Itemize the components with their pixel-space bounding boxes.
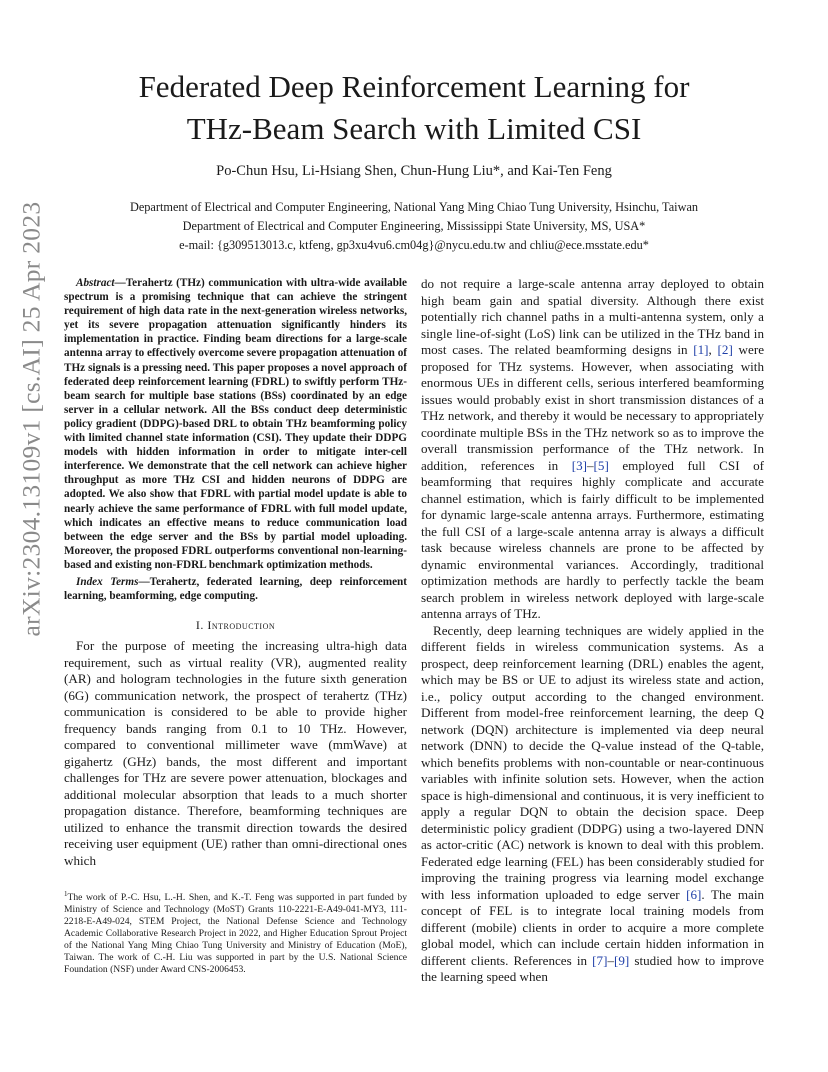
footnote [64, 888, 407, 976]
affiliations [60, 198, 768, 255]
author-list: Po-Chun Hsu, Li-Hsiang Shen, Chun-Hung Liu*, and Kai-Ten Feng [216, 163, 612, 179]
citation-link[interactable]: [2] [717, 342, 733, 357]
citation-link[interactable]: [1] [693, 342, 709, 357]
email-line: e-mail: {g309513013.c, ktfeng, gp3xu4vu6.cm04g}@nycu.edu.tw and chliu@ece.msstate.edu* [179, 238, 649, 252]
paragraph-text: – [607, 952, 614, 968]
abstract [64, 276, 407, 572]
affiliation-line: Department of Electrical and Computer Engineering, National Yang Ming Chiao Tung University, Hsinchu, Taiwan [129, 200, 699, 214]
arxiv-identifier: arXiv:2304.13109v1 [cs.AI] 25 Apr 2023 [16, 201, 45, 636]
title-line-1: Federated Deep Reinforcement Learning for [138, 69, 690, 104]
paragraph-text: Recently, deep learning techniques are widely applied in the different fields in wireless communication systems. As a prospect, deep reinforcement learning (DRL) enables the agent, which may be BS or UE to adjust its wireless state and action, i.e., policy output according to the changed environment. Different from model-free reinforcement learning, the deep Q network (DQN) architecture is implemented via deep neural network (DNN) to decide the Q-value instead of the Q-table, which benefits problems with non-countable or near-continuous variables with infinite solution sets. However, when the action space is high-dimensional and continuous, it is very inefficient to apply a regular DQN to obtain the decision space. Deep deterministic policy gradient (DDPG) using a two-layered DNN as actor-critic (AC) network is known to deal with this problem. Federated edge learning (FEL) has been considerably studied for improving the training progress via learning model exchange with less information uploaded to edge server [421, 622, 764, 902]
paper-title [60, 66, 768, 150]
body-paragraph [421, 276, 764, 623]
citation-link[interactable]: [9] [613, 952, 630, 968]
paragraph-text: – [586, 457, 594, 473]
arxiv-stamp [14, 201, 48, 636]
abstract-label: Abstract [76, 277, 115, 289]
citation-link[interactable]: [7] [592, 952, 608, 968]
index-terms-label: Index Terms [76, 575, 139, 588]
section-number: I. [195, 618, 208, 633]
paragraph-text: , [708, 342, 718, 357]
footnote-mark: 1 [64, 890, 68, 898]
body-paragraph [421, 623, 764, 986]
paragraph-text: studied how to improve the learning speed when [421, 952, 764, 984]
section-heading [64, 618, 407, 633]
paragraph-text: . The main concept of FEL is to integrate local training models from different (mobile) clients in order to acquire a more complete global model, which can include certain hidden information in different clients. References in [421, 886, 764, 968]
paragraph-text: do not require a large-scale antenna array deployed to obtain high beam gain and spatial diversity. Although there exist potentially rich channel paths in a multi-antenna system, only a single line-of-sight (LoS) link can be utilized in the THz band in most cases. The related beamforming designs in [421, 276, 764, 357]
footnote-text: The work of P.-C. Hsu, L.-H. Shen, and K.-T. Feng was supported in part funded by Ministry of Science and Technology (MoST) Grants 110-2221-E-A49-041-MY3, 111-2218-E-A49-024, STEM Project, the National Defense Science and Technology Academic Collaborative Research Project in 2022, and Higher Education Sprout Project of the National Yang Ming Chiao Tung University and Ministry of Education (MoE), Taiwan. The work of C.-H. Liu was supported in part by the U.S. National Science Foundation (NSF) under Award CNS-2006453. [64, 892, 407, 976]
citation-link[interactable]: [5] [593, 457, 609, 473]
right-column [421, 276, 764, 986]
affiliation-line: Department of Electrical and Computer Engineering, Mississippi State University, MS, USA* [182, 219, 646, 233]
index-terms-text: —Terahertz, federated learning, deep reinforcement learning, beamforming, edge computing. [64, 575, 407, 603]
index-terms [64, 575, 407, 603]
citation-link[interactable]: [3] [571, 457, 587, 473]
abstract-text: —Terahertz (THz) communication with ultra-wide available spectrum is a promising technique that can achieve the stringent requirement of high data rate in the next-generation wireless networks, yet its severe propagation attenuation significantly hinders its implementation in practice. Finding beam directions for a large-scale antenna array to effectively overcome severe propagation attenuation of THz signals is a pressing need. This paper proposes a novel approach of federated deep reinforcement learning (FDRL) to swiftly perform THz-beam search for multiple base stations (BSs) coordinated by an edge server in a cellular network. All the BSs conduct deep deterministic policy gradient (DDPG)-based DRL to obtain THz beamforming policy with limited channel state information (CSI). They update their DDPG models with hidden information in order to mitigate inter-cell interference. We demonstrate that the cell network can achieve higher throughput as more THz CSI and hidden neurons of DDPG are adopted. We also show that FDRL with partial model update is able to nearly achieve the same performance of FDRL with full model update, which indicates an effective means to reduce communication load between the edge server and the BSs by partial model uploading. Moreover, the proposed FDRL outperforms conventional non-learning-based and existing non-FDRL benchmark optimization methods. [64, 277, 408, 571]
intro-paragraph: For the purpose of meeting the increasing ultra-high data requirement, such as virtual reality (VR), augmented reality (AR) and hologram technologies in the future sixth generation (6G) communication network, the prospect of terahertz (THz) communication is considered to be able to provide higher frequency bands ranging from 0.1 to 10 THz. However, compared to conventional millimeter wave (mmWave) at gigahertz (GHz) bands, the most different and important challenges for THz are severe power attenuation, blockages and additional molecular absorption that leads to a much shorter propagation distance. Therefore, beamforming techniques are utilized to enhance the transmit direction towards the desired receiving user equipment (UE) rather than omni-directional ones which [64, 638, 407, 868]
left-column [64, 276, 407, 869]
citation-link[interactable]: [6] [686, 886, 702, 902]
paragraph-text: employed full CSI of beamforming that requires highly complicate and accurate channel estimation, which is fairly difficult to be implemented for dynamic large-scale antenna arrays. Furthermore, estimating the full CSI of a large-scale antenna array is always a difficult task because wireless channels are prone to be affected by dynamic environmental variances. Accordingly, traditional optimization methods are hardly to perfectly tackle the beam search problem in wireless network deployed with large-scale antenna arrays of THz. [421, 457, 764, 621]
title-line-2: THz-Beam Search with Limited CSI [186, 111, 642, 146]
paragraph-text: were proposed for THz systems. However, when associating with enormous UEs in different cells, serious interfered beamforming issues would probably exist in short transmission distances of a THz network, and thereby it would be necessary to appropriately coordinate multiple BSs in the THz network so as to improve the overall transmission performance of the THz network. In addition, references in [421, 342, 765, 473]
section-title: Introduction [207, 618, 276, 633]
